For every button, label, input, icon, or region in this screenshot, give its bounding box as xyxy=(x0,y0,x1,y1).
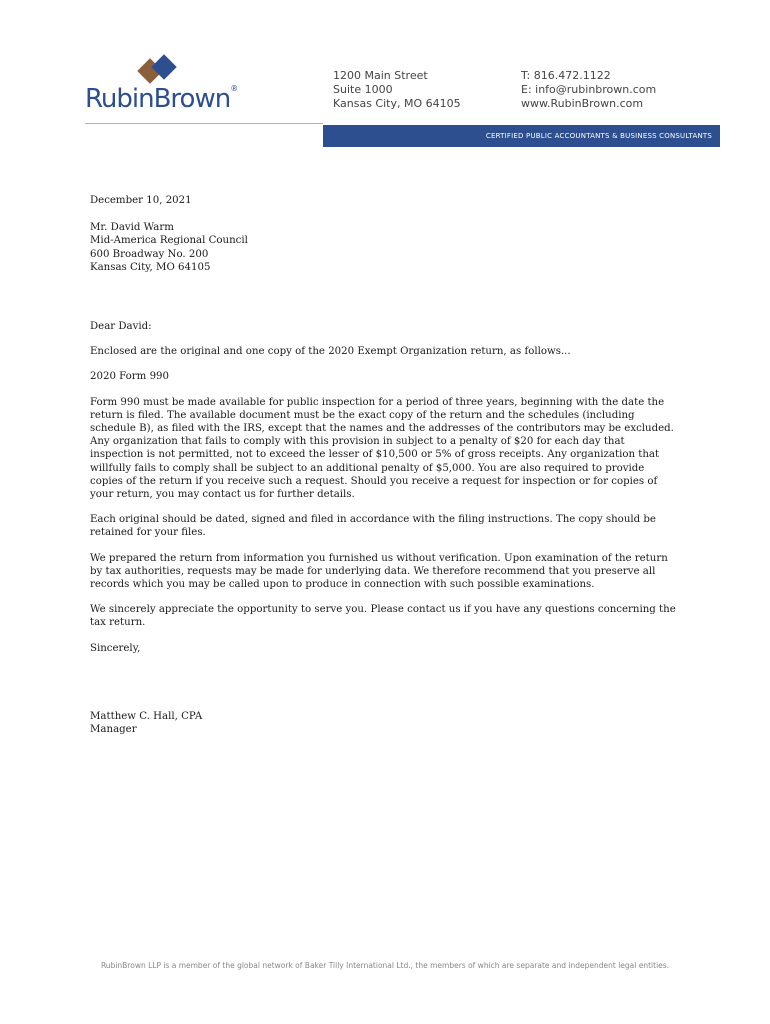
paragraph: Enclosed are the original and one copy of the 2020 Exempt Organization return, as follows... xyxy=(90,346,571,358)
tagline-band: CERTIFIED PUBLIC ACCOUNTANTS & BUSINESS CONSULTANTS xyxy=(323,125,720,147)
paragraph: 2020 Form 990 xyxy=(90,371,170,383)
letter-body xyxy=(90,194,680,736)
header-divider xyxy=(85,123,323,124)
address-line: 1200 Main Street xyxy=(333,69,428,82)
letter-date: December 10, 2021 xyxy=(90,195,192,206)
recipient-line: Mid-America Regional Council xyxy=(90,235,248,247)
phone: T: 816.472.1122 xyxy=(521,69,611,82)
paragraph: We sincerely appreciate the opportunity to serve you. Please contact us if you have any questions concerning the tax return. xyxy=(90,604,676,629)
signer-name: Matthew C. Hall, CPA xyxy=(90,710,203,722)
closing: Sincerely, xyxy=(90,642,141,654)
email: E: info@rubinbrown.com xyxy=(521,83,657,96)
footer-note: RubinBrown LLP is a member of the global network of Baker Tilly International Ltd., the members of which are separate and independent legal entities. xyxy=(100,961,670,970)
recipient-line: 600 Broadway No. 200 xyxy=(90,248,209,260)
logo-mark: ® xyxy=(230,84,238,93)
signer-title: Manager xyxy=(90,724,137,736)
recipient-block xyxy=(90,221,680,274)
contact-info xyxy=(521,69,656,111)
website: www.RubinBrown.com xyxy=(521,97,644,110)
paragraph: Each original should be dated, signed and filed in accordance with the filing instructions. The copy should be retained for your files. xyxy=(90,514,656,539)
address-line: Kansas City, MO 64105 xyxy=(333,97,461,110)
recipient-line: Kansas City, MO 64105 xyxy=(90,261,211,273)
logo-text: RubinBrown xyxy=(85,84,231,114)
paragraph: Form 990 must be made available for public inspection for a period of three years, beginning with the date the return is filed. The available document must be the exact copy of the return and the schedules (including schedule B), as filed with the IRS, except that the names and the addresses of the contributors may be excluded. Any organization that fails to comply with this provision in subject to a penalty of $20 for each day that inspection is not permitted, not to exceed the lesser of $10,500 or 5% of gross receipts. Any organization that willfully fails to comply shall be subject to an additional penalty of $5,000. You are also required to provide copies of the return if you receive such a request. Should you receive a request for inspection or for copies of your return, you may contact us for further details. xyxy=(90,396,674,501)
office-address xyxy=(333,69,461,111)
paragraph: We prepared the return from information you furnished us without verification. Upon examination of the return by tax authorities, requests may be made for underlying data. We therefore recommend that you preserve all records which you may be called upon to produce in connection with such possible examinations. xyxy=(90,552,668,591)
salutation: Dear David: xyxy=(90,321,152,333)
recipient-line: Mr. David Warm xyxy=(90,222,174,234)
address-line: Suite 1000 xyxy=(333,83,393,96)
